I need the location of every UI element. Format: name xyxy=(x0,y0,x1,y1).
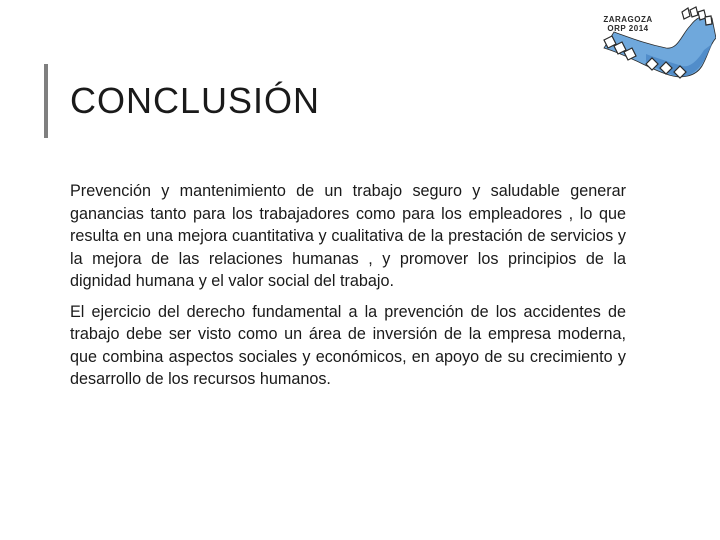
title-accent-bar xyxy=(44,64,48,138)
slide-title: CONCLUSIÓN xyxy=(70,80,321,121)
paragraph-2: El ejercicio del derecho fundamental a la prevención de los accidentes de trabajo debe ser visto como un área de inversión de la empresa moderna, que combina aspectos sociales y económicos, en apoyo de su crecimiento y desarrollo de los recursos humanos. xyxy=(70,302,626,388)
slide-body xyxy=(70,180,626,399)
logo-text-line2: ORP 2014 xyxy=(607,24,649,33)
logo-text-line1: ZARAGOZA xyxy=(603,15,653,24)
paragraph-1: Prevención y mantenimiento de un trabajo seguro y saludable generar ganancias tanto para los trabajadores como para los empleadores , lo que resulta en una mejora cuantitativa y cualitativa de la prestación de servicios y la mejora de las relaciones humanas , y promover los principios de la dignidad humana y el valor social del trabajo. xyxy=(70,182,626,290)
